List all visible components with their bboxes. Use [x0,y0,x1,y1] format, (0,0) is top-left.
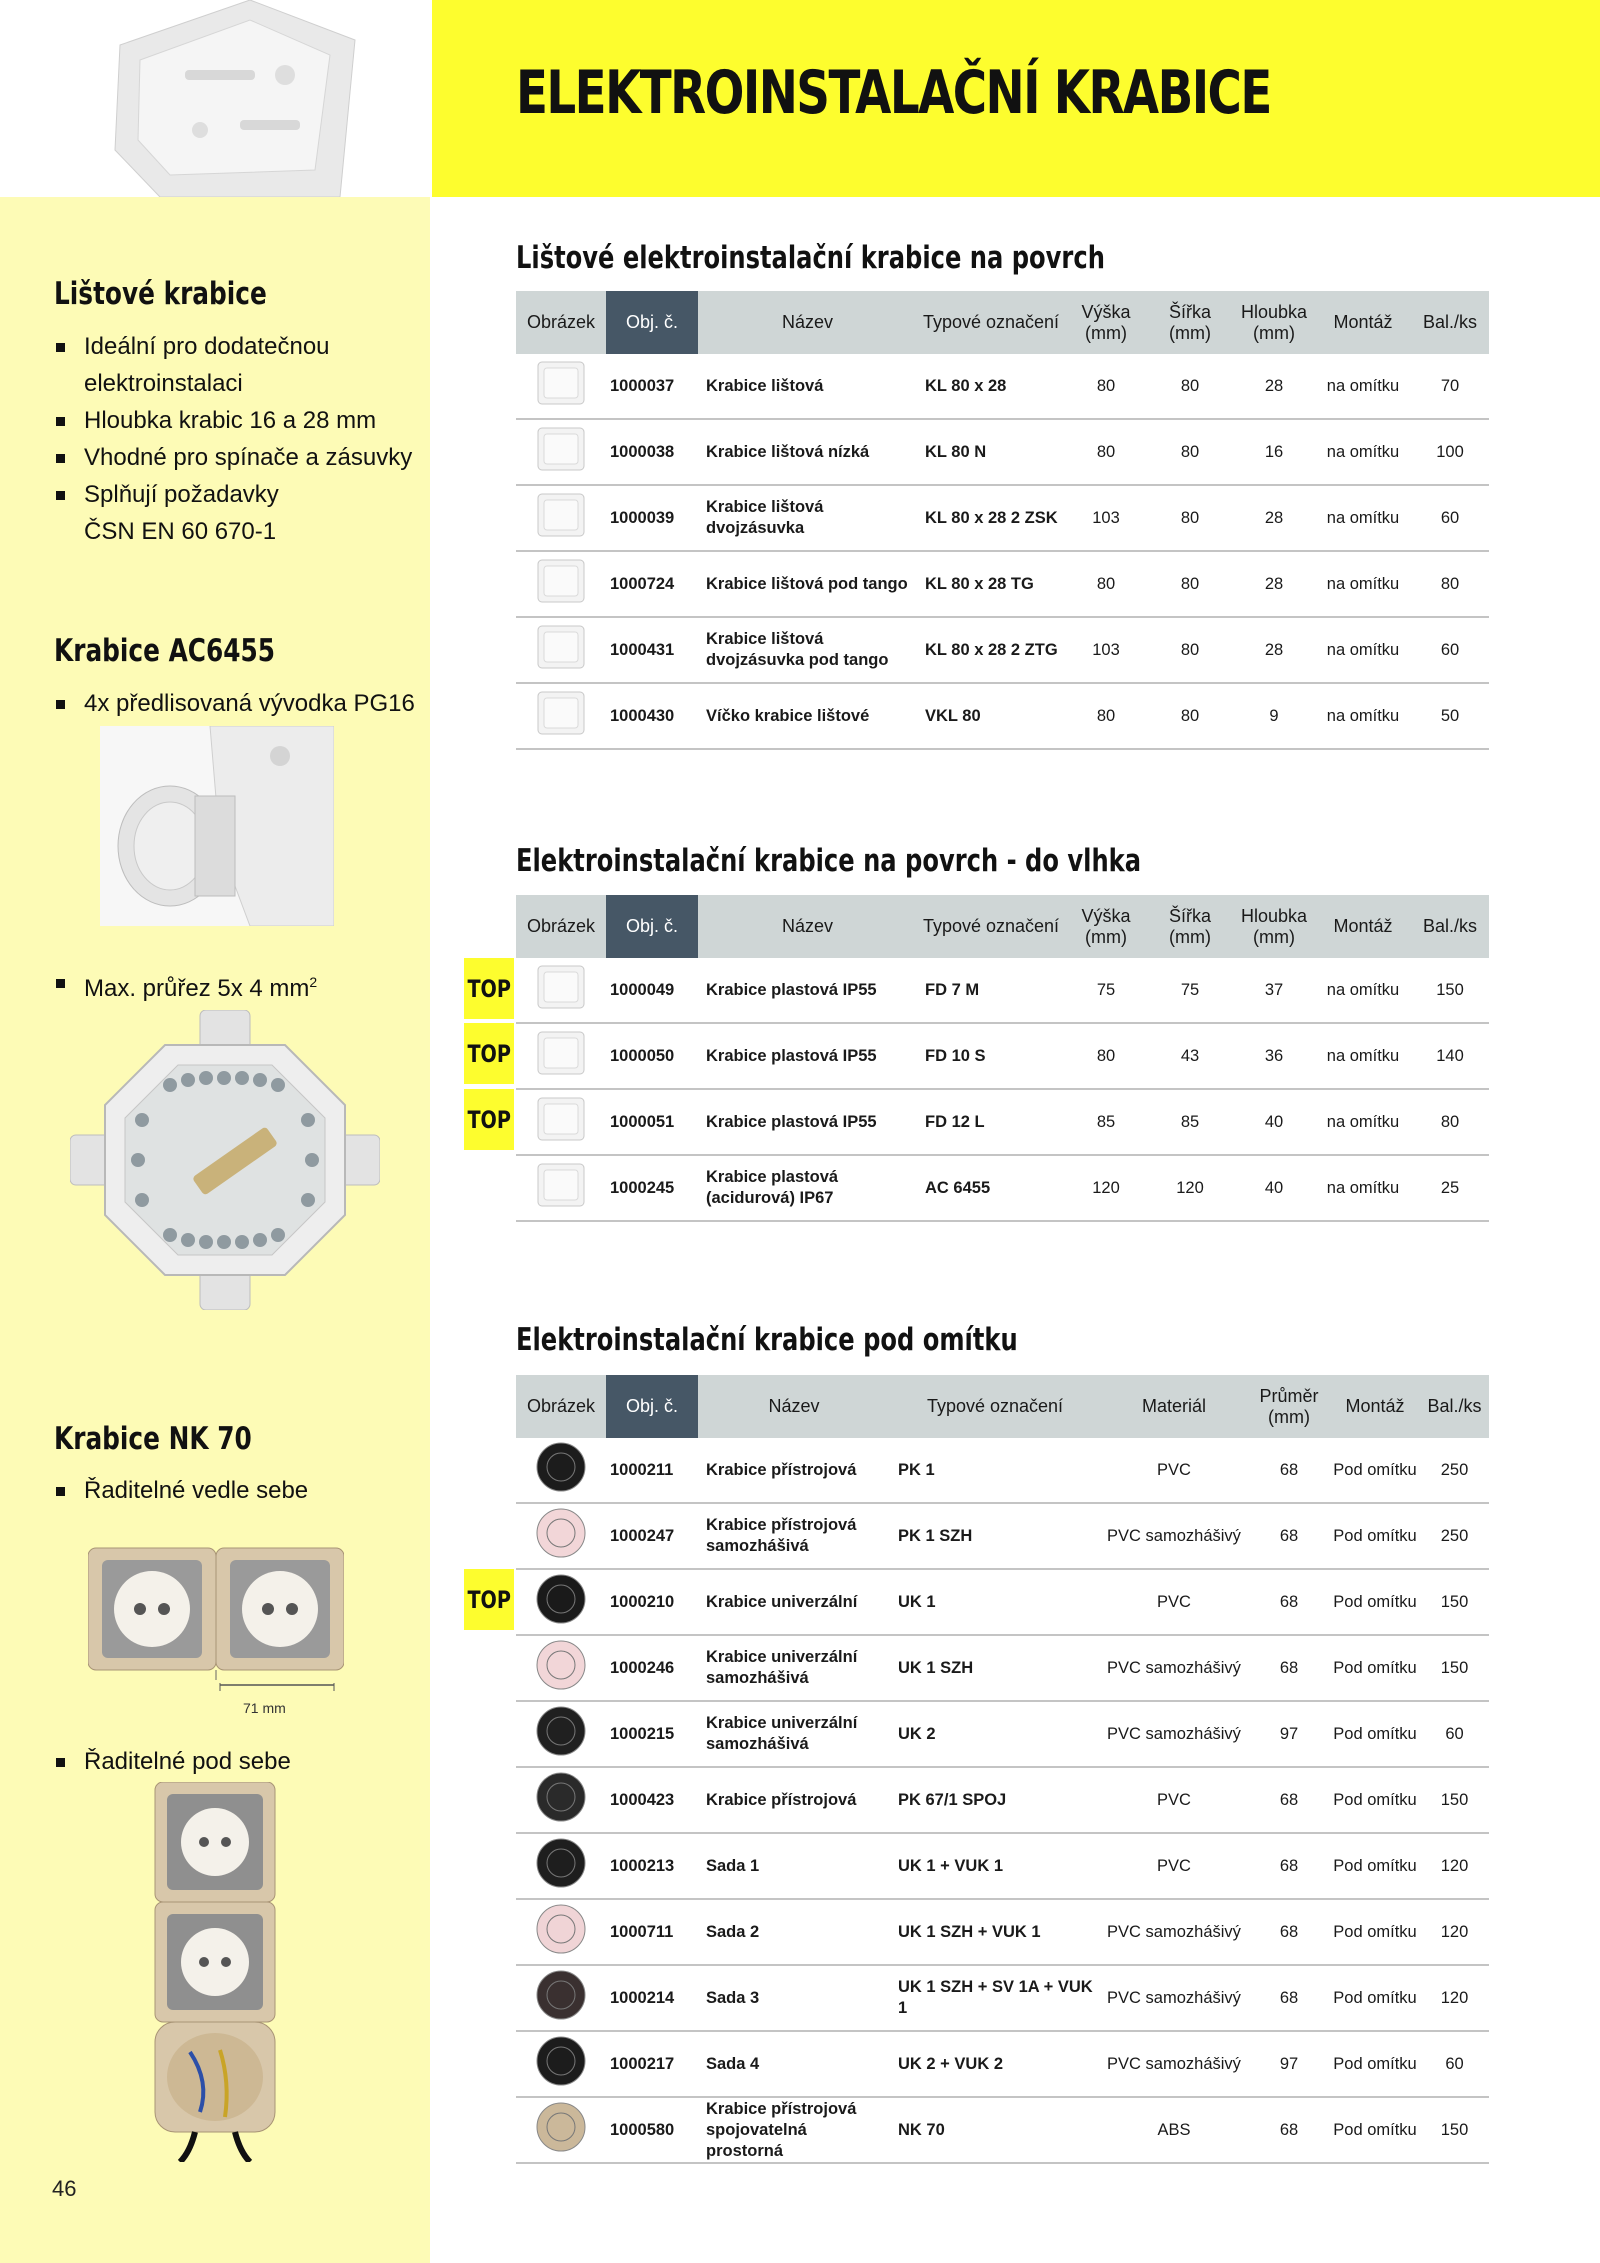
page-number: 46 [52,2176,77,2201]
column-header: Typové označení [917,895,1065,958]
cell-name: Krabice lištová dvojzásuvka [698,485,917,551]
table-row [516,354,1489,419]
cell-obj: 1000724 [606,551,698,617]
cell-s: 43 [1147,1023,1233,1089]
product-thumbnail [534,620,588,674]
cell-mont: Pod omítku [1330,1569,1420,1635]
cell-image [516,1438,606,1503]
sidebar-heading-nk70: Krabice NK 70 [54,1421,252,1457]
cell-mont: Pod omítku [1330,1503,1420,1569]
cell-s: 80 [1147,551,1233,617]
cell-bal: 60 [1420,1701,1489,1767]
cell-bal: 100 [1411,419,1489,485]
cell-typ: FD 12 L [917,1089,1065,1155]
cell-image [516,551,606,617]
cell-bal: 60 [1420,2031,1489,2097]
cell-v: 103 [1065,485,1147,551]
column-header: Bal./ks [1420,1375,1489,1438]
cell-name: Krabice univerzální samozhášivá [698,1635,890,1701]
sidebar-nk70-list-2 [54,1743,291,1780]
sidebar-bullet: Max. průřez 5x 4 $mm^2$ [54,964,317,1007]
cell-obj: 1000217 [606,2031,698,2097]
cell-name: Krabice plastová IP55 [698,1089,917,1155]
cell-pr: 97 [1248,2031,1330,2097]
column-header: Obj. č. [606,291,698,354]
cell-image [516,958,606,1023]
cell-bal: 60 [1411,485,1489,551]
column-header: Obrázek [516,1375,606,1438]
cell-h: 37 [1233,958,1315,1023]
top-badge [464,1569,514,1630]
cell-typ: KL 80 x 28 TG [917,551,1065,617]
top-badge-label: TOP [467,1105,511,1134]
cell-obj: 1000050 [606,1023,698,1089]
cell-bal: 250 [1420,1438,1489,1503]
product-photo-nk70-side-by-side [88,1540,344,1680]
product-thumbnail [534,1092,588,1146]
cell-name: Víčko krabice lištové [698,683,917,749]
product-thumbnail [534,1704,588,1758]
cell-bal: 140 [1411,1023,1489,1089]
cell-mat: PVC samozhášivý [1100,2031,1248,2097]
column-header: Montáž [1315,895,1411,958]
sidebar-bullet: Řaditelné pod sebe [54,1743,291,1780]
cell-name: Krabice přístrojová samozhášivá [698,1503,890,1569]
section-title-vlhko: Elektroinstalační krabice na povrch - do vlhka [516,843,1142,879]
cell-typ: UK 1 + VUK 1 [890,1833,1100,1899]
cell-mat: PVC samozhášivý [1100,1965,1248,2031]
product-photo-ac6455-box [70,1010,380,1310]
cell-s: 80 [1147,617,1233,683]
cell-image [516,1833,606,1899]
cell-bal: 150 [1420,1569,1489,1635]
cell-typ: AC 6455 [917,1155,1065,1221]
cell-image [516,485,606,551]
cell-image [516,1767,606,1833]
cell-name: Sada 2 [698,1899,890,1965]
cell-image [516,617,606,683]
cell-obj: 1000430 [606,683,698,749]
cell-mont: na omítku [1315,551,1411,617]
cell-s: 85 [1147,1089,1233,1155]
cell-mont: Pod omítku [1330,2031,1420,2097]
cell-mat: PVC samozhášivý [1100,1635,1248,1701]
cell-name: Krabice lištová [698,354,917,419]
table-row [516,419,1489,485]
cell-name: Krabice lištová dvojzásuvka pod tango [698,617,917,683]
cell-name: Krabice přístrojová [698,1438,890,1503]
cell-obj: 1000214 [606,1965,698,2031]
product-thumbnail [534,1902,588,1956]
cell-mont: Pod omítku [1330,1635,1420,1701]
cell-image [516,1569,606,1635]
cell-image [516,419,606,485]
table-row [516,1089,1489,1155]
cell-s: 75 [1147,958,1233,1023]
cell-pr: 68 [1248,1438,1330,1503]
column-header: Typové označení [890,1375,1100,1438]
cell-typ: UK 2 + VUK 2 [890,2031,1100,2097]
table-row [516,617,1489,683]
cell-obj: 1000210 [606,1569,698,1635]
cell-h: 36 [1233,1023,1315,1089]
cell-h: 9 [1233,683,1315,749]
cell-typ: PK 1 [890,1438,1100,1503]
product-thumbnail [534,1836,588,1890]
cell-image [516,1023,606,1089]
top-badge [464,958,514,1019]
cell-typ: UK 1 SZH + SV 1A + VUK 1 [890,1965,1100,2031]
section-title-pod-omitku: Elektroinstalační krabice pod omítku [516,1322,1018,1358]
cell-mont: na omítku [1315,485,1411,551]
cell-bal: 250 [1420,1503,1489,1569]
top-badge [464,1023,514,1084]
cell-mont: na omítku [1315,1155,1411,1221]
cell-bal: 80 [1411,551,1489,617]
sidebar-feature-list [54,328,412,550]
cell-bal: 150 [1420,1767,1489,1833]
cell-image [516,683,606,749]
column-header: Hloubka (mm) [1233,291,1315,354]
top-badge-label: TOP [467,1585,511,1614]
sidebar-ac6455-list [54,685,415,722]
table-row [516,1635,1489,1701]
product-thumbnail [534,1770,588,1824]
product-thumbnail [534,1968,588,2022]
cell-mont: Pod omítku [1330,1701,1420,1767]
table-row [516,1899,1489,1965]
cell-image [516,1899,606,1965]
cell-bal: 80 [1411,1089,1489,1155]
cell-pr: 68 [1248,2097,1330,2163]
cell-mat: PVC [1100,1438,1248,1503]
column-header: Název [698,291,917,354]
cell-mat: PVC samozhášivý [1100,1899,1248,1965]
cell-mont: na omítku [1315,419,1411,485]
cell-s: 80 [1147,683,1233,749]
cell-mont: na omítku [1315,1023,1411,1089]
product-thumbnail [534,356,588,410]
cell-v: 103 [1065,617,1147,683]
table-header-row [516,895,1489,958]
cell-mont: Pod omítku [1330,2097,1420,2163]
cell-name: Krabice přístrojová spojovatelná prostorná [698,2097,890,2163]
column-header: Výška (mm) [1065,895,1147,958]
page-title: ELEKTROINSTALAČNÍ KRABICE [516,58,1271,128]
sidebar-heading-listove-krabice: Lištové krabice [54,276,267,312]
cell-obj: 1000038 [606,419,698,485]
column-header: Montáž [1330,1375,1420,1438]
column-header: Obrázek [516,291,606,354]
cell-mont: Pod omítku [1330,1833,1420,1899]
cell-mont: na omítku [1315,958,1411,1023]
cell-typ: PK 67/1 SPOJ [890,1767,1100,1833]
cell-name: Krabice lištová pod tango [698,551,917,617]
column-header: Název [698,895,917,958]
cell-obj: 1000423 [606,1767,698,1833]
column-header: Bal./ks [1411,895,1489,958]
sidebar-bullet: elektroinstalaci [84,370,243,397]
product-thumbnail [534,1158,588,1212]
table-row [516,485,1489,551]
cell-bal: 150 [1420,1635,1489,1701]
cell-obj: 1000049 [606,958,698,1023]
cell-mont: na omítku [1315,617,1411,683]
product-thumbnail [534,960,588,1014]
cell-s: 80 [1147,419,1233,485]
cell-obj: 1000051 [606,1089,698,1155]
product-thumbnail [534,1506,588,1560]
cell-v: 120 [1065,1155,1147,1221]
cell-typ: NK 70 [890,2097,1100,2163]
sidebar-bullet: Hloubka krabic 16 a 28 mm [54,402,412,439]
cell-pr: 68 [1248,1503,1330,1569]
cell-typ: FD 10 S [917,1023,1065,1089]
table-row [516,1023,1489,1089]
cell-pr: 68 [1248,1767,1330,1833]
cell-image [516,1965,606,2031]
table-row [516,551,1489,617]
table-row [516,1767,1489,1833]
cell-typ: KL 80 x 28 [917,354,1065,419]
table-header-row [516,1375,1489,1438]
sidebar-bullet: Ideální pro dodatečnou [54,328,412,365]
cell-v: 80 [1065,1023,1147,1089]
top-badge-label: TOP [467,974,511,1003]
cell-image [516,1635,606,1701]
cell-bal: 150 [1420,2097,1489,2163]
table-header-row [516,291,1489,354]
cell-mont: Pod omítku [1330,1965,1420,2031]
cell-mont: na omítku [1315,354,1411,419]
sidebar-ac6455-list-2 [54,964,317,1007]
cell-mat: PVC [1100,1767,1248,1833]
cell-name: Sada 3 [698,1965,890,2031]
cell-v: 80 [1065,419,1147,485]
cell-bal: 120 [1420,1899,1489,1965]
cell-s: 80 [1147,485,1233,551]
column-header: Obj. č. [606,895,698,958]
product-thumbnail [534,1572,588,1626]
cell-mat: PVC samozhášivý [1100,1503,1248,1569]
cell-pr: 68 [1248,1899,1330,1965]
cell-v: 80 [1065,354,1147,419]
product-thumbnail [534,2034,588,2088]
cell-pr: 68 [1248,1569,1330,1635]
cell-h: 28 [1233,617,1315,683]
cell-image [516,1155,606,1221]
cell-v: 80 [1065,683,1147,749]
cell-obj: 1000215 [606,1701,698,1767]
column-header: Šířka (mm) [1147,291,1233,354]
product-thumbnail [534,422,588,476]
product-thumbnail [534,1638,588,1692]
cell-obj: 1000245 [606,1155,698,1221]
cell-h: 40 [1233,1089,1315,1155]
cell-obj: 1000431 [606,617,698,683]
cell-typ: KL 80 x 28 2 ZTG [917,617,1065,683]
cell-mont: Pod omítku [1330,1899,1420,1965]
cell-obj: 1000213 [606,1833,698,1899]
cell-obj: 1000039 [606,485,698,551]
cell-obj: 1000246 [606,1635,698,1701]
section-title-lista: Lištové elektroinstalační krabice na povrch [516,240,1105,276]
column-header: Hloubka (mm) [1233,895,1315,958]
cell-bal: 120 [1420,1833,1489,1899]
product-photo-gland-closeup [100,726,334,926]
cell-bal: 70 [1411,354,1489,419]
table-row [516,2097,1489,2163]
top-badge-label: TOP [467,1039,511,1068]
top-badge [464,1089,514,1150]
cell-mat: PVC [1100,1569,1248,1635]
cell-mat: PVC [1100,1833,1248,1899]
table-flush-boxes [516,1375,1489,2164]
cell-image [516,2031,606,2097]
sidebar-bullet: Splňují požadavky [54,476,412,513]
cell-bal: 50 [1411,683,1489,749]
cell-v: 85 [1065,1089,1147,1155]
cell-v: 80 [1065,551,1147,617]
product-thumbnail [534,554,588,608]
cell-mat: PVC samozhášivý [1100,1701,1248,1767]
product-photo-surface-box [100,0,360,197]
cell-name: Sada 4 [698,2031,890,2097]
sidebar-heading-ac6455: Krabice AC6455 [54,633,276,669]
cell-mont: Pod omítku [1330,1438,1420,1503]
table-row [516,958,1489,1023]
cell-name: Krabice univerzální [698,1569,890,1635]
cell-image [516,354,606,419]
cell-s: 120 [1147,1155,1233,1221]
cell-bal: 25 [1411,1155,1489,1221]
product-thumbnail [534,2100,588,2154]
product-thumbnail [534,1026,588,1080]
cell-name: Krabice přístrojová [698,1767,890,1833]
cell-name: Sada 1 [698,1833,890,1899]
cell-typ: UK 1 [890,1569,1100,1635]
column-header: Obrázek [516,895,606,958]
cell-typ: UK 1 SZH + VUK 1 [890,1899,1100,1965]
product-thumbnail [534,488,588,542]
column-header: Materiál [1100,1375,1248,1438]
cell-pr: 68 [1248,1635,1330,1701]
cell-mat: ABS [1100,2097,1248,2163]
cell-image [516,1089,606,1155]
cell-mont: na omítku [1315,683,1411,749]
cell-obj: 1000580 [606,2097,698,2163]
table-row [516,683,1489,749]
cell-name: Krabice plastová (acidurová) IP67 [698,1155,917,1221]
table-row [516,1833,1489,1899]
cell-pr: 97 [1248,1701,1330,1767]
cell-typ: KL 80 x 28 2 ZSK [917,485,1065,551]
table-surface-boxes [516,291,1489,750]
cell-typ: VKL 80 [917,683,1065,749]
cell-name: Krabice lištová nízká [698,419,917,485]
cell-h: 16 [1233,419,1315,485]
cell-h: 28 [1233,485,1315,551]
sidebar-bullet: 4x předlisovaná vývodka PG16 [54,685,415,722]
cell-h: 40 [1233,1155,1315,1221]
cell-h: 28 [1233,551,1315,617]
product-photo-nk70-stacked [150,1782,280,2162]
cell-mont: Pod omítku [1330,1767,1420,1833]
cell-obj: 1000037 [606,354,698,419]
cell-pr: 68 [1248,1833,1330,1899]
column-header: Montáž [1315,291,1411,354]
cell-bal: 150 [1411,958,1489,1023]
table-row [516,1155,1489,1221]
cell-bal: 60 [1411,617,1489,683]
sidebar-nk70-list [54,1472,308,1509]
column-header: Šířka (mm) [1147,895,1233,958]
cell-v: 75 [1065,958,1147,1023]
cell-image [516,1701,606,1767]
cell-name: Krabice plastová IP55 [698,958,917,1023]
column-header: Průměr (mm) [1248,1375,1330,1438]
cell-pr: 68 [1248,1965,1330,2031]
table-moisture-boxes [516,895,1489,1222]
cell-name: Krabice univerzální samozhášivá [698,1701,890,1767]
cell-typ: UK 1 SZH [890,1635,1100,1701]
sidebar-bullet: ČSN EN 60 670-1 [84,518,277,545]
cell-h: 28 [1233,354,1315,419]
table-row [516,1569,1489,1635]
column-header: Název [698,1375,890,1438]
product-thumbnail [534,686,588,740]
table-row [516,1438,1489,1503]
cell-typ: KL 80 N [917,419,1065,485]
cell-typ: UK 2 [890,1701,1100,1767]
table-row [516,1701,1489,1767]
cell-name: Krabice plastová IP55 [698,1023,917,1089]
dimension-label: 71 mm [243,1700,286,1716]
sidebar-bullet: Řaditelné vedle sebe [54,1472,308,1509]
cell-obj: 1000247 [606,1503,698,1569]
cell-image [516,1503,606,1569]
column-header: Bal./ks [1411,291,1489,354]
column-header: Obj. č. [606,1375,698,1438]
product-thumbnail [534,1440,588,1494]
table-row [516,1503,1489,1569]
column-header: Typové označení [917,291,1065,354]
cell-bal: 120 [1420,1965,1489,2031]
cell-mont: na omítku [1315,1089,1411,1155]
table-row [516,1965,1489,2031]
cell-obj: 1000711 [606,1899,698,1965]
cell-image [516,2097,606,2163]
cell-typ: PK 1 SZH [890,1503,1100,1569]
sidebar-bullet: Vhodné pro spínače a zásuvky [54,439,412,476]
cell-obj: 1000211 [606,1438,698,1503]
cell-s: 80 [1147,354,1233,419]
table-row [516,2031,1489,2097]
column-header: Výška (mm) [1065,291,1147,354]
cell-typ: FD 7 M [917,958,1065,1023]
